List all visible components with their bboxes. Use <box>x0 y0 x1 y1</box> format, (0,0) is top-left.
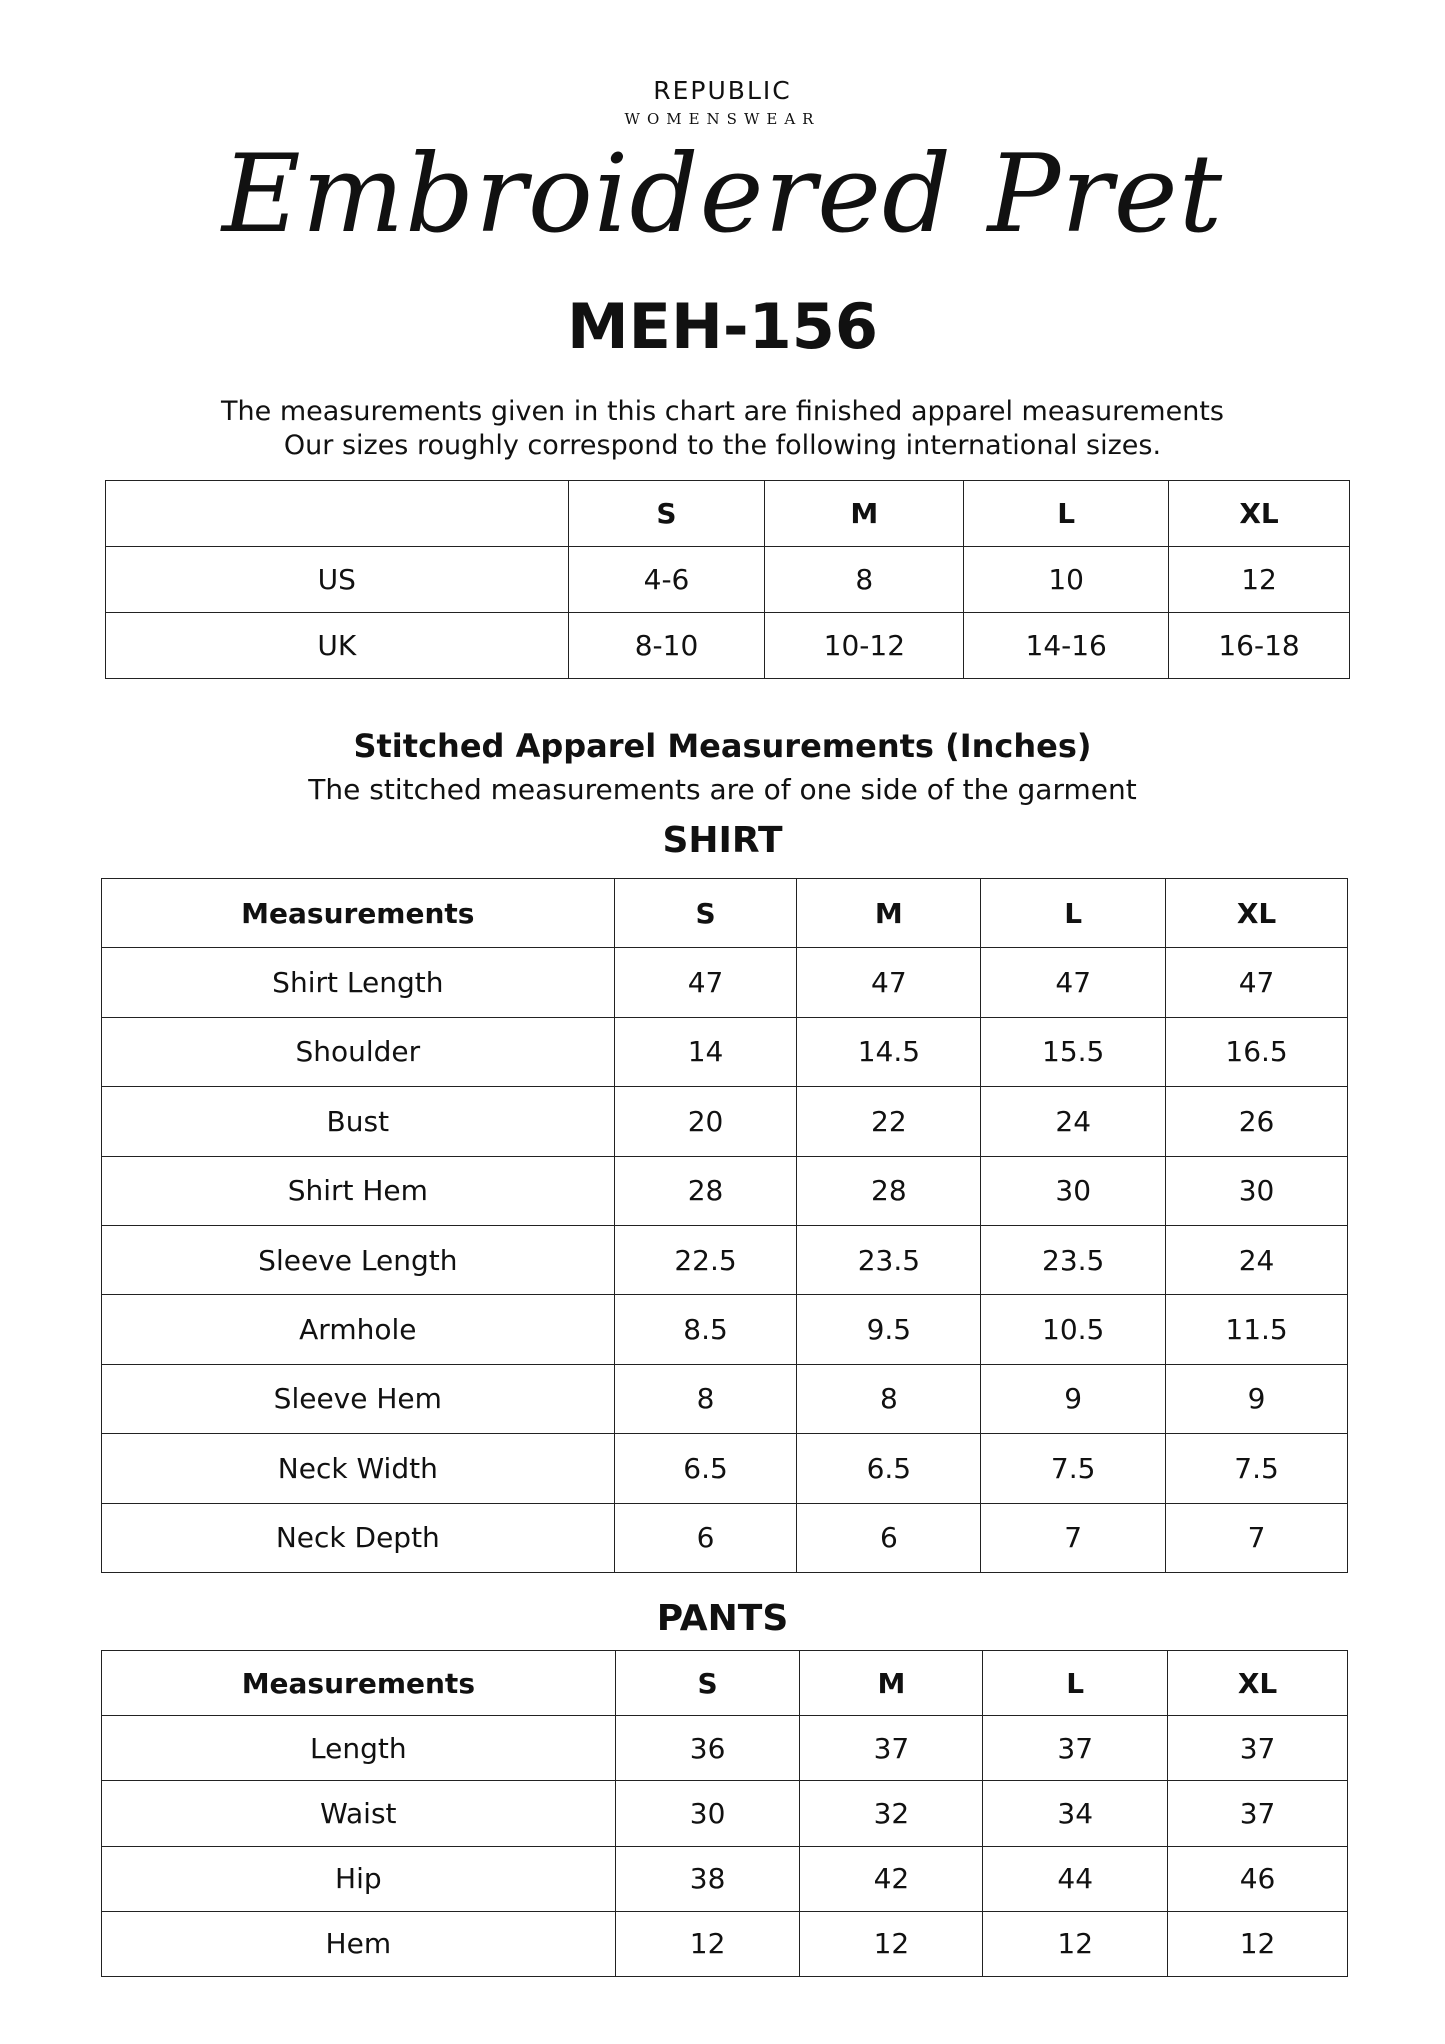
table-cell: 34 <box>983 1781 1168 1846</box>
table-cell: 11.5 <box>1166 1295 1348 1364</box>
table-cell: 20 <box>614 1087 797 1156</box>
table-cell: 26 <box>1166 1087 1348 1156</box>
shirt-measurements-table <box>101 878 1348 1573</box>
table-cell: 12 <box>1169 547 1350 613</box>
table-header-cell: L <box>983 1651 1168 1716</box>
table-header-cell: S <box>615 1651 800 1716</box>
table-cell: 12 <box>800 1911 983 1976</box>
table-cell: 42 <box>800 1846 983 1911</box>
table-header-row <box>106 481 1350 547</box>
row-label-cell: Length <box>102 1716 616 1781</box>
shirt-section-title: SHIRT <box>662 820 783 861</box>
table-cell: 12 <box>615 1911 800 1976</box>
row-label-cell: Sleeve Length <box>102 1225 615 1294</box>
table-row <box>102 948 1348 1017</box>
table-cell: 47 <box>981 948 1166 1017</box>
shirt-table-body <box>102 879 1348 1573</box>
table-header-cell: M <box>797 879 981 948</box>
table-header-cell: L <box>981 879 1166 948</box>
table-header-row <box>102 1651 1348 1716</box>
pants-table-body <box>102 1651 1348 1977</box>
table-row <box>102 1781 1348 1846</box>
table-cell: 14 <box>614 1017 797 1086</box>
table-cell: 12 <box>1168 1911 1348 1976</box>
table-cell: 30 <box>1166 1156 1348 1225</box>
table-cell: 8 <box>797 1364 981 1433</box>
row-label-cell: Shirt Hem <box>102 1156 615 1225</box>
table-cell: 7.5 <box>981 1434 1166 1503</box>
row-label-cell: Neck Width <box>102 1434 615 1503</box>
table-cell: 28 <box>614 1156 797 1225</box>
table-header-cell <box>106 481 569 547</box>
product-code: MEH-156 <box>566 290 879 363</box>
table-cell: 8 <box>614 1364 797 1433</box>
table-cell: 47 <box>614 948 797 1017</box>
intl-table-body <box>106 481 1350 679</box>
table-cell: 37 <box>1168 1716 1348 1781</box>
table-cell: 15.5 <box>981 1017 1166 1086</box>
table-row <box>102 1087 1348 1156</box>
table-cell: 6 <box>614 1503 797 1572</box>
pants-measurements-table <box>101 1650 1348 1977</box>
row-label-cell: Bust <box>102 1087 615 1156</box>
table-cell: 6 <box>797 1503 981 1572</box>
table-cell: 38 <box>615 1846 800 1911</box>
table-cell: 23.5 <box>797 1225 981 1294</box>
table-cell: 14-16 <box>964 613 1169 679</box>
table-cell: 9 <box>981 1364 1166 1433</box>
table-row <box>102 1364 1348 1433</box>
row-label-cell: Shirt Length <box>102 948 615 1017</box>
table-cell: 7.5 <box>1166 1434 1348 1503</box>
row-label-cell: Waist <box>102 1781 616 1846</box>
row-label-cell: Sleeve Hem <box>102 1364 615 1433</box>
table-cell: 6.5 <box>797 1434 981 1503</box>
table-cell: 8-10 <box>568 613 765 679</box>
stitched-subtitle: The stitched measurements are of one side of the garment <box>308 773 1137 806</box>
table-cell: 44 <box>983 1846 1168 1911</box>
table-header-row <box>102 879 1348 948</box>
table-row <box>102 1911 1348 1976</box>
table-header-cell: Measurements <box>102 879 615 948</box>
table-cell: 16-18 <box>1169 613 1350 679</box>
table-row <box>102 1434 1348 1503</box>
intro-text <box>0 395 1445 463</box>
table-row <box>102 1716 1348 1781</box>
table-cell: 47 <box>797 948 981 1017</box>
table-row <box>102 1225 1348 1294</box>
row-label-cell: UK <box>106 613 569 679</box>
table-row <box>102 1846 1348 1911</box>
pants-section-title: PANTS <box>656 1598 789 1639</box>
intro-line-2: Our sizes roughly correspond to the following international sizes. <box>283 430 1162 461</box>
table-cell: 6.5 <box>614 1434 797 1503</box>
table-header-cell: M <box>800 1651 983 1716</box>
row-label-cell: Shoulder <box>102 1017 615 1086</box>
table-cell: 12 <box>983 1911 1168 1976</box>
table-cell: 7 <box>981 1503 1166 1572</box>
table-cell: 37 <box>800 1716 983 1781</box>
international-size-table <box>105 480 1350 679</box>
table-row <box>102 1017 1348 1086</box>
table-cell: 37 <box>983 1716 1168 1781</box>
table-cell: 23.5 <box>981 1225 1166 1294</box>
table-header-cell: XL <box>1168 1651 1348 1716</box>
collection-title: Embroidered Pret <box>221 132 1224 257</box>
brand-tagline: WOMENSWEAR <box>624 110 821 128</box>
table-cell: 9.5 <box>797 1295 981 1364</box>
table-row <box>106 547 1350 613</box>
table-cell: 4-6 <box>568 547 765 613</box>
table-cell: 22.5 <box>614 1225 797 1294</box>
table-cell: 10-12 <box>765 613 964 679</box>
intro-line-1: The measurements given in this chart are finished apparel measurements <box>221 396 1224 427</box>
table-cell: 36 <box>615 1716 800 1781</box>
table-header-cell: XL <box>1166 879 1348 948</box>
table-cell: 8 <box>765 547 964 613</box>
table-header-cell: M <box>765 481 964 547</box>
table-cell: 10.5 <box>981 1295 1166 1364</box>
brand-name: REPUBLIC <box>653 76 792 105</box>
table-cell: 16.5 <box>1166 1017 1348 1086</box>
table-row <box>106 613 1350 679</box>
row-label-cell: Hem <box>102 1911 616 1976</box>
table-cell: 22 <box>797 1087 981 1156</box>
table-cell: 24 <box>1166 1225 1348 1294</box>
table-cell: 14.5 <box>797 1017 981 1086</box>
table-row <box>102 1156 1348 1225</box>
table-row <box>102 1295 1348 1364</box>
table-header-cell: S <box>568 481 765 547</box>
table-cell: 37 <box>1168 1781 1348 1846</box>
table-header-cell: L <box>964 481 1169 547</box>
table-cell: 46 <box>1168 1846 1348 1911</box>
table-row <box>102 1503 1348 1572</box>
table-header-cell: S <box>614 879 797 948</box>
table-cell: 7 <box>1166 1503 1348 1572</box>
table-cell: 24 <box>981 1087 1166 1156</box>
row-label-cell: Neck Depth <box>102 1503 615 1572</box>
table-cell: 32 <box>800 1781 983 1846</box>
table-cell: 9 <box>1166 1364 1348 1433</box>
stitched-title: Stitched Apparel Measurements (Inches) <box>353 727 1092 765</box>
row-label-cell: Armhole <box>102 1295 615 1364</box>
row-label-cell: US <box>106 547 569 613</box>
table-cell: 10 <box>964 547 1169 613</box>
table-cell: 28 <box>797 1156 981 1225</box>
table-header-cell: Measurements <box>102 1651 616 1716</box>
table-cell: 30 <box>981 1156 1166 1225</box>
row-label-cell: Hip <box>102 1846 616 1911</box>
table-cell: 8.5 <box>614 1295 797 1364</box>
table-cell: 30 <box>615 1781 800 1846</box>
table-header-cell: XL <box>1169 481 1350 547</box>
table-cell: 47 <box>1166 948 1348 1017</box>
